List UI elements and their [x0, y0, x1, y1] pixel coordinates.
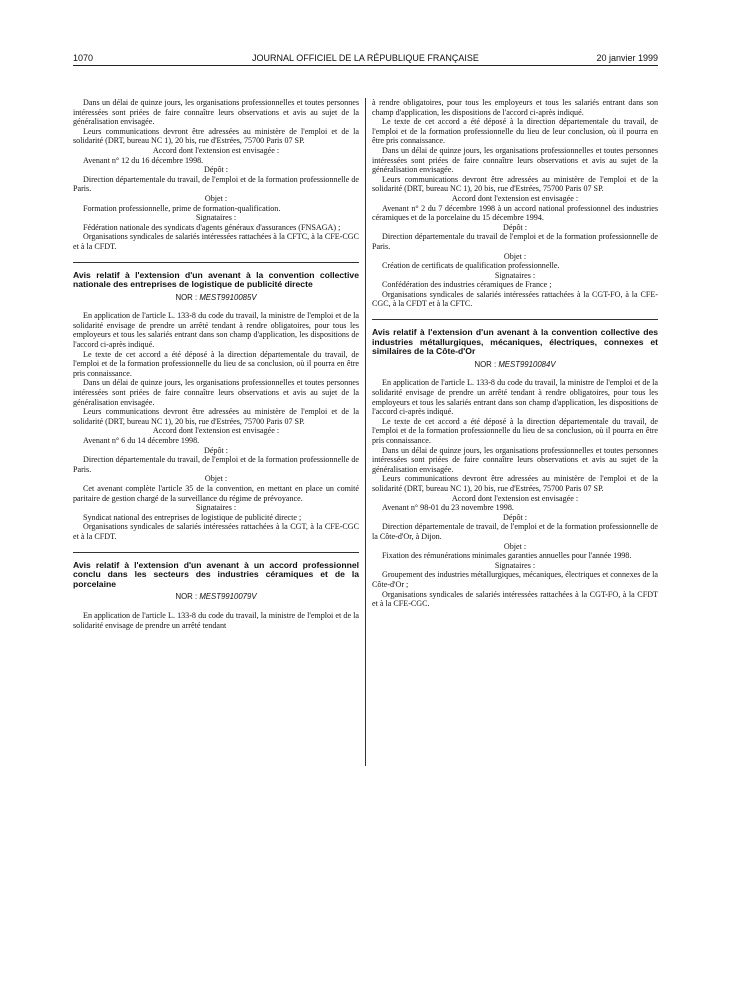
section-separator [73, 262, 359, 263]
section-separator [372, 319, 658, 320]
signataires-label: Signataires : [494, 560, 536, 570]
nor-reference: NOR : MEST9910084V [474, 359, 556, 369]
notice-metallurgie [372, 328, 658, 609]
depot-label: Dépôt : [502, 222, 528, 232]
signataires-label: Signataires : [494, 270, 536, 280]
notice-title: Avis relatif à l'extension d'un avenant à un accord professionnel conclu dans les secteurs des industries céramiques et de la porcelaine [73, 559, 359, 589]
depot-label: Dépôt : [203, 165, 229, 175]
paragraph: Leurs communications devront être adressées au ministère de l'emploi et de la solidarité (DRT, bureau NC 1), 20 bis, rue d'Estrées, 75700 Paris 07 SP. [73, 126, 359, 146]
paragraph: Dans un délai de quinze jours, les organisations professionnelles et toutes personnes intéressées sont priées de faire connaître leurs observations et avis au sujet de la généralisation envisagée. [372, 145, 658, 175]
depot-value: Direction départementale du travail de l'emploi et de la formation professionnelle de Paris. [372, 232, 658, 251]
objet-value: Cet avenant complète l'article 35 de la convention, en mettant en place un comité paritaire de gestion chargé de la surveillance du régime de prévoyance. [73, 483, 359, 503]
depot-value: Direction départementale du travail, de l'emploi et de la formation professionnelle de Paris. [73, 455, 359, 474]
accord-value: Avenant n° 6 du 14 décembre 1998. [83, 436, 200, 445]
objet-label: Objet : [204, 474, 228, 484]
depot-value: Direction départementale du travail, de l'emploi et de la formation professionnelle de Paris. [73, 174, 359, 194]
paragraph: Le texte de cet accord a été déposé à la direction départementale du travail, de l'emploi et de la formation professionnelle du lieu de leur conclusion, où il pourra en être pris connaissance. [372, 117, 658, 146]
journal-title: JOURNAL OFFICIEL DE LA RÉPUBLIQUE FRANÇAISE [252, 53, 479, 63]
paragraph: Le texte de cet accord a été déposé à la direction départementale du travail, de l'emploi et de la formation professionnelle du lieu de sa conclusion, où il pourra en être pris connaissance. [73, 349, 359, 378]
notice-logistique [73, 271, 359, 542]
signataire: Organisations syndicales de salariés intéressées rattachées à la CGT-FO, à la CFDT et à la CFE-CGC. [372, 589, 658, 609]
signataires-label: Signataires : [195, 503, 237, 513]
objet-label: Objet : [204, 193, 228, 203]
objet-label: Objet : [503, 251, 527, 261]
paragraph: Leurs communications devront être adressées au ministère de l'emploi et de la solidarité (DRT, bureau NC 1), 20 bis, rue d'Estrées, 75700 Paris 07 SP. [372, 174, 658, 194]
paragraph: Dans un délai de quinze jours, les organisations professionnelles et toutes personnes intéressées sont priées de faire connaître leurs observations et avis au sujet de la généralisation envisagée. [73, 378, 359, 407]
signataire: Fédération nationale des syndicats d'agents généraux d'assurances (FNSAGA) ; [83, 222, 341, 232]
column-divider [365, 98, 366, 766]
nor-reference: NOR : MESТ9910085V [175, 292, 257, 302]
objet-value: Fixation des rémunérations minimales garanties annuelles pour l'année 1998. [382, 551, 632, 561]
signataire: Organisations syndicales de salariés intéressées rattachées à la CFTC, à la CFE-CGC et à la CFDT. [73, 232, 359, 251]
nor-reference: NOR : MEST9910079V [175, 592, 257, 602]
accord-label: Accord dont l'extension est envisagée : [451, 493, 579, 503]
accord-value: Avenant n° 2 du 7 décembre 1998 à un accord national professionnel des industries céramiques et de la porcelaine du 15 décembre 1994. [372, 203, 658, 223]
paragraph: Le texte de cet accord a été déposé à la direction départementale du travail, de l'emploi et de la formation professionnelle du lieu de sa conclusion, où il pourra en être pris connaissance. [372, 416, 658, 445]
paragraph: Dans un délai de quinze jours, les organisations professionnelles et toutes personnes intéressées sont priées de faire connaître leurs observations et avis au sujet de la généralisation envisagée. [73, 98, 359, 127]
accord-label: Accord dont l'extension est envisagée : [152, 426, 280, 436]
paragraph: En application de l'article L. 133-8 du code du travail, la ministre de l'emploi et de la solidarité envisage de prendre un arrêté tendant [73, 610, 359, 630]
paragraph: Leurs communications devront être adressées au ministère de l'emploi et de la solidarité (DRT, bureau NC 1), 20 bis, rue d'Estrées, 75700 Paris 07 SP. [372, 474, 658, 493]
notice-ceramique-continuation [372, 98, 658, 309]
section-separator [73, 552, 359, 553]
signataires-label: Signataires : [195, 213, 237, 223]
accord-label: Accord dont l'extension est envisagée : [152, 145, 280, 155]
depot-label: Dépôt : [203, 445, 229, 455]
paragraph: En application de l'article L. 133-8 du code du travail, la ministre de l'emploi et de la solidarité envisage de prendre un arrêté tendant à rendre obligatoires, pour tous les employeurs et tous les salariés entrant dans son champ d'application, les dispositions de l'accord ci-après indiqué. [372, 378, 658, 417]
signataire: Groupement des industries métallurgiques, mécaniques, électriques et connexes de la Côte-d'Or ; [372, 570, 658, 589]
paragraph: à rendre obligatoires, pour tous les employeurs et tous les salariés entrant dans son champ d'application, les dispositions de l'accord ci-après indiqué. [372, 98, 658, 117]
paragraph: En application de l'article L. 133-8 du code du travail, la ministre de l'emploi et de la solidarité envisage de prendre un arrêté tendant à rendre obligatoires, pour tous les employeurs et tous les salariés entrant dans son champ d'application, les dispositions de l'accord ci-après indiqué. [73, 311, 359, 350]
depot-value: Direction départementale de travail, de l'emploi et de la formation professionnelle de la Côte-d'Or, à Dijon. [372, 522, 658, 541]
issue-date: 20 janvier 1999 [596, 53, 658, 63]
signataire: Confédération des industries céramiques de France ; [382, 280, 552, 290]
objet-value: Création de certificats de qualification professionnelle. [382, 261, 560, 271]
left-column [73, 98, 359, 630]
objet-label: Objet : [503, 541, 527, 551]
accord-value: Avenant n° 98-01 du 23 novembre 1998. [382, 503, 514, 513]
signataire: Organisations syndicales de salariés intéressées rattachées à la CGT, à la CFE-CGC et à la CFDT. [73, 522, 359, 541]
signataire: Syndicat national des entreprises de logistique de publicité directe ; [83, 512, 302, 522]
paragraph: Dans un délai de quinze jours, les organisations professionnelles et toutes personnes intéressées sont priées de faire connaître leurs observations et avis au sujet de la généralisation envisagée. [372, 445, 658, 474]
accord-value: Avenant n° 12 du 16 décembre 1998. [83, 155, 204, 165]
right-column [372, 98, 658, 609]
notice-ceramique [73, 561, 359, 631]
notice-title: Avis relatif à l'extension d'un avenant à la convention collective nationale des entreprises de logistique de publicité directe [73, 269, 359, 290]
notice-title: Avis relatif à l'extension d'un avenant à la convention collective des industries métallurgiques, mécaniques, électriques, connexes et similaires de la Côte-d'Or [372, 327, 658, 357]
header-rule [73, 65, 658, 66]
objet-value: Formation professionnelle, prime de formation-qualification. [83, 203, 281, 213]
paragraph: Leurs communications devront être adressées au ministère de l'emploi et de la solidarité (DRT, bureau NC 1), 20 bis, rue d'Estrées, 75700 Paris 07 SP. [73, 407, 359, 426]
signataire: Organisations syndicales de salariés intéressées rattachées à la CGT-FO, à la CFE-CGC, à la CFDT et à la CFTC. [372, 289, 658, 309]
depot-label: Dépôt : [502, 512, 528, 522]
notice-assurances-continuation [73, 98, 359, 252]
accord-label: Accord dont l'extension est envisagée : [451, 193, 579, 203]
page-number: 1070 [73, 53, 94, 63]
